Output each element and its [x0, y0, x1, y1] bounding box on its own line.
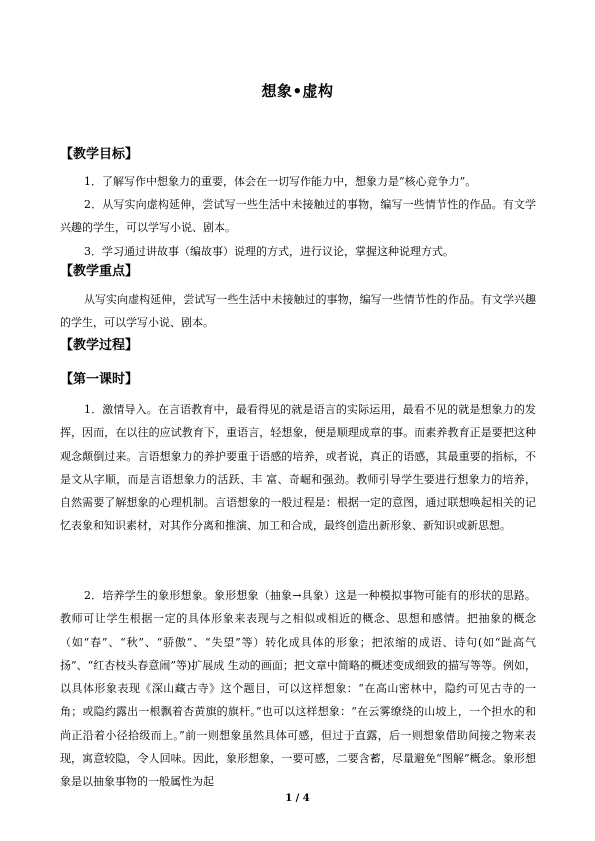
page-number: 1 / 4 — [285, 793, 310, 804]
heading-key-points: 【教学重点】 — [60, 264, 139, 279]
key-points-text: 从写实向虚构延伸，尝试写一些生活中未接触过的事物，编写一些情节性的作品。有文学兴趣的学生，可以学写小说、剧本。 — [60, 293, 536, 330]
heading-process: 【教学过程】 — [60, 338, 139, 353]
heading-objectives: 【教学目标】 — [60, 147, 139, 162]
objective-item-2: 2．从写实向虚构延伸，尝试写一些生活中未接触过的事物，编写一些情节性的作品。有文学兴趣的学生，可以学写小说、剧本。 — [60, 198, 536, 235]
page-title: 想象•虚构 — [261, 82, 334, 100]
lesson-paragraph-1: 1．激情导入。在言语教育中，最看得见的就是语言的实际运用，最看不见的就是想象力的发挥，因而，在以往的应试教育下，重语言，轻想象，便是顺理成章的事。而素养教育正是要把这种观念颠倒过来。言语想象力的养护要重于语感的培养，或者说，真正的语感，其最重要的指标，不是文从字顺，而是言语想象力的活跃、丰 富、奇崛和强劲。教师引导学生要进行想象力的培养，自然需要了解想象的心理机制。言语想象的一般过程是：根据一定的意图，通过联想唤起相关的记忆表象和知识素材，对其作分离和推演、加工和合成，最终创造出新形象、新知识或新思想。 — [60, 403, 536, 533]
lesson-paragraph-2: 2．培养学生的象形想象。象形想象（抽象→具象）这是一种模拟事物可能有的形状的思路。教师可让学生根据一定的具体形象来表现与之相似或相近的概念、思想和感情。把抽象的概念（如“春”、“秋”、“骄傲”、“失望”等）转化成具体的形象；把浓缩的成语、诗句(如“趾高气扬”、“红杏枝头春意闹”等)扩展成 生动的画面；把文章中简略的概述变成细致的描写等等。例如，以具体形象表现《深山藏古寺》这个题目，可以这样想象：“在高山密林中，隐约可见古寺的一角；或隐约露出一根飘着杏黄旗的旗杆。”也可以这样想象：“在云雾缭绕的山坡上，一个担水的和尚正沿着小径拾级而上。”前一则想象虽然具体可感，但过于直露，后一则想象借助间接之物来表现，寓意较隐，令人回味。因此，象形想象，一要可感，二要含蓄，尽量避免“图解”概念。象形想象是以抽象事物的一般属性为起 — [60, 589, 536, 789]
objective-item-1: 1．了解写作中想象力的重要，体会在一切写作能力中，想象力是“核心竞争力”。 — [84, 175, 477, 188]
heading-first-lesson: 【第一课时】 — [60, 372, 139, 387]
objective-item-3: 3．学习通过讲故事（编故事）说理的方式，进行议论，掌握这种说理方式。 — [84, 245, 454, 258]
